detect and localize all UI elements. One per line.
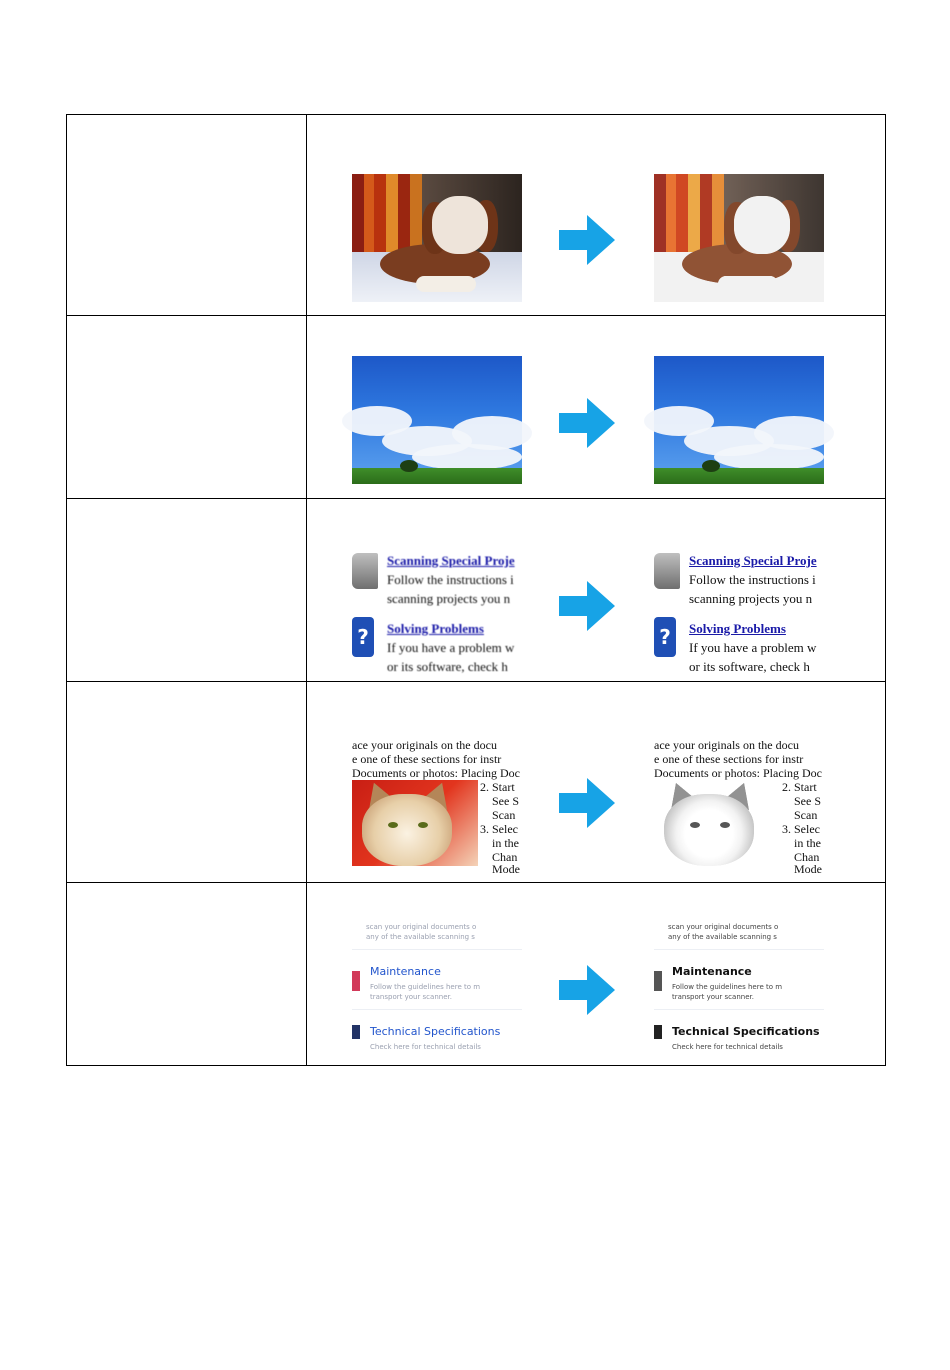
specifications-icon [654, 1025, 662, 1039]
right-arrow-icon [559, 398, 615, 448]
row-label-cell [67, 115, 307, 315]
doc-text-after: Scanning Special Proje Follow the instructions i scanning projects you n ? Solving Problems If you have a problem w or its software, check h [654, 539, 824, 667]
cat-image [654, 780, 780, 866]
row-content-cell [307, 682, 885, 882]
row-label-cell [67, 499, 307, 681]
specifications-icon [352, 1025, 360, 1039]
scanner-icon [654, 553, 680, 589]
right-arrow-icon [559, 965, 615, 1015]
row-content-cell [307, 499, 885, 681]
help-icon: ? [352, 617, 374, 657]
doc-text-before: Scanning Special Proje Follow the instructions i scanning projects you n ? Solving Problems If you have a problem w or its software, check h [352, 539, 522, 667]
right-arrow-icon [559, 778, 615, 828]
row-content-cell [307, 115, 885, 315]
table-row [67, 315, 885, 498]
maintenance-icon [352, 971, 360, 991]
table-row [67, 498, 885, 681]
row-content-cell [307, 883, 885, 1065]
dog-photo-after [654, 174, 824, 302]
comparison-table [66, 114, 886, 1066]
help-icon: ? [654, 617, 676, 657]
scanner-icon [352, 553, 378, 589]
right-arrow-icon [559, 215, 615, 265]
table-row [67, 882, 885, 1065]
cat-photo-after: ace your originals on the docu e one of these sections for instr Documents or photos: Placing Doc 2. Start See S Scan 3. Selec in the Chan Mode [654, 738, 822, 876]
ui-doc-after: scan your original documents o any of the available scanning s Maintenance Follow the guidelines here to m transport your scanner. Technical Specifications Check here for technical details [654, 921, 824, 1051]
ui-doc-before: scan your original documents o any of the available scanning s Maintenance Follow the guidelines here to m transport your scanner. Technical Specifications Check here for technical details [352, 921, 522, 1051]
table-row [67, 115, 885, 315]
table-row [67, 681, 885, 882]
dog-photo-before [352, 174, 522, 302]
row-label-cell [67, 316, 307, 498]
row-label-cell [67, 682, 307, 882]
maintenance-icon [654, 971, 662, 991]
cat-image [352, 780, 478, 866]
row-content-cell [307, 316, 885, 498]
row-label-cell [67, 883, 307, 1065]
right-arrow-icon [559, 581, 615, 631]
sky-photo-before [352, 356, 522, 484]
cat-photo-before: ace your originals on the docu e one of these sections for instr Documents or photos: Placing Doc 2. Start See S Scan 3. Selec in the Chan Mode [352, 738, 520, 876]
sky-photo-after [654, 356, 824, 484]
